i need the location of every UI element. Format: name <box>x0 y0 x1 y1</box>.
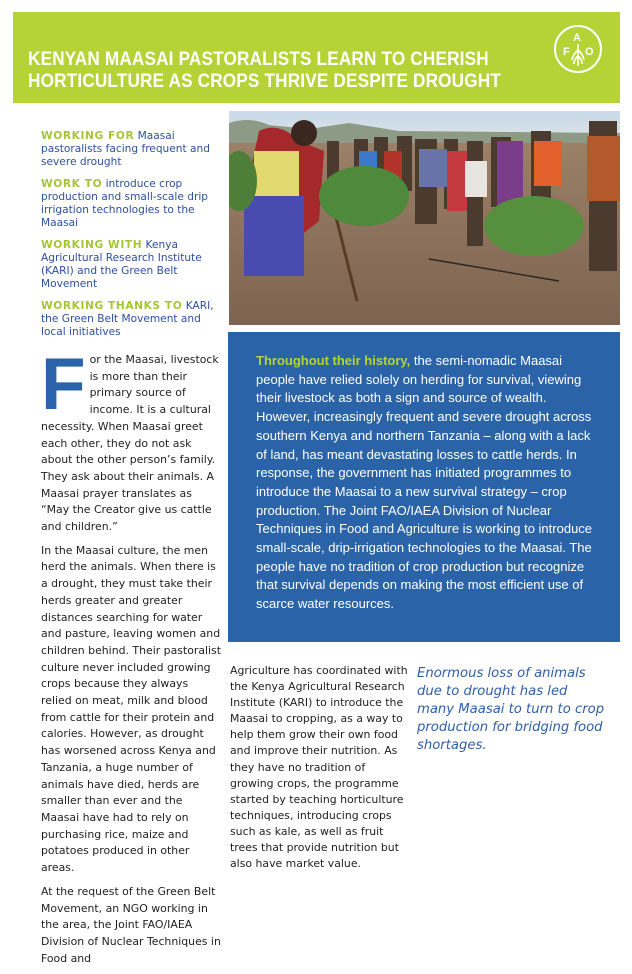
highlight-lead: Throughout their history, <box>256 353 411 368</box>
paragraph-text: or the Maasai, livestock is more than their primary source of income. It is a cultural necessity. When Maasai greet each other, they do not ask about the other person’s family. They ask about their animals. A Maasai prayer translates as “May the Creator give us cattle and children.” <box>41 353 219 534</box>
working-for <box>41 130 221 169</box>
label: WORKING FOR <box>41 130 135 142</box>
title-line-2: HORTICULTURE AS CROPS THRIVE DESPITE DROUGHT <box>28 70 501 92</box>
working-with <box>41 239 221 291</box>
page-title <box>28 48 501 92</box>
body-column-left <box>41 344 221 974</box>
svg-text:A: A <box>573 32 581 44</box>
project-summary <box>41 130 221 348</box>
maasai-farm-photo <box>229 111 620 325</box>
paragraph: At the request of the Green Belt Movement, an NGO working in the area, the Joint FAO/IAEA Division of Nuclear Techniques in Food and <box>41 884 221 965</box>
value: Maasai pastoralists facing frequent and severe drought <box>41 130 210 168</box>
pull-quote: Enormous loss of animals due to drought has led many Maasai to turn to crop production for bridging food shortages. <box>417 666 605 753</box>
working-thanks-to <box>41 300 221 339</box>
value: Kenya Agricultural Research Institute (KARI) and the Green Belt Movement <box>41 239 202 290</box>
svg-text:O: O <box>585 46 594 58</box>
work-to <box>41 178 221 230</box>
body-column-middle: Agriculture has coordinated with the Kenya Agricultural Research Institute (KARI) to introduce the Maasai to cropping, as a way to help them grow their own food and improve their nutrition. As they have no tradition of growing crops, the programme started by teaching horticulture techniques, introducing crops such as kale, as well as fruit trees that provide nutrition but also have market value. <box>230 664 408 871</box>
label: WORK TO <box>41 178 103 190</box>
highlight-text <box>256 352 602 614</box>
paragraph: In the Maasai culture, the men herd the animals. When there is a drought, they must take their herds greater and greater distances searching for water and pasture, leaving women and children behind. Their pastoralist culture never included growing crops because they always relied on meat, milk and blood from cattle for their protein and calories. However, as drought has worsened across Kenya and Tanzania, a huge number of animals have died, herds are smaller than ever and the Maasai have had to rely on purchasing rice, maize and potatoes produced in other areas. <box>41 543 221 875</box>
label: WORKING WITH <box>41 239 143 251</box>
value: KARI, the Green Belt Movement and local initiatives <box>41 300 214 338</box>
paragraph <box>41 344 221 536</box>
drop-cap: F <box>41 344 86 425</box>
fao-logo-icon <box>553 24 603 74</box>
value: introduce crop production and small-scale drip irrigation technologies to the Maasai <box>41 178 209 229</box>
title-line-1: KENYAN MAASAI PASTORALISTS LEARN TO CHERISH <box>28 48 489 70</box>
highlight-body: the semi-nomadic Maasai people have relied solely on herding for survival, viewing their livestock as both a sign and source of wealth. However, increasingly frequent and severe drought across southern Kenya and northern Tanzania – along with a lack of land, has meant devastating losses to cattle herds. In response, the government has initiated programmes to introduce the Maasai to a new survival strategy – crop production. The Joint FAO/IAEA Division of Nuclear Techniques in Food and Agriculture is working to introduce small-scale, drip-irrigation technologies to the Maasai. The people have no tradition of crop production but recognize that survival depends on making the most efficient use of scarce water resources. <box>256 353 593 612</box>
label: WORKING THANKS TO <box>41 300 183 312</box>
highlight-box <box>228 332 620 642</box>
svg-text:F: F <box>563 46 570 58</box>
